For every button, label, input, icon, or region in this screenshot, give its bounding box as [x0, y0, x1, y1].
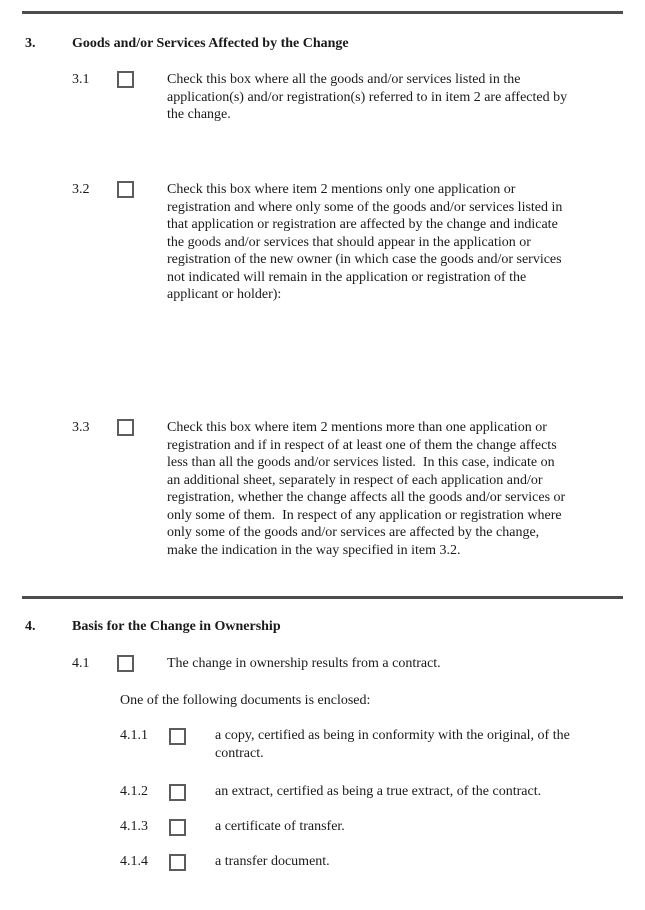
text-line: the change.	[167, 107, 231, 122]
text-line: The change in ownership results from a contract.	[167, 656, 441, 671]
item-number-4-1-1: 4.1.1	[120, 728, 148, 743]
text-line: only some of the goods and/or services are affected by the change,	[167, 525, 540, 540]
checkbox-3-1[interactable]	[117, 71, 134, 88]
text-line: Check this box where all the goods and/or services listed in the	[167, 72, 521, 87]
section-3-number: 3.	[25, 36, 36, 51]
text-line: not indicated will remain in the application or registration of the	[167, 269, 527, 285]
item-number-3-3: 3.3	[72, 420, 90, 435]
item-text-4-1	[167, 655, 441, 673]
checkbox-3-3[interactable]	[117, 419, 134, 436]
text-line: Check this box where item 2 mentions only one application or	[167, 182, 516, 197]
checkbox-4-1-1[interactable]	[169, 728, 186, 745]
item-number-4-1-4: 4.1.4	[120, 854, 148, 869]
text-line: make the indication in the way specified in item 3.2.	[167, 542, 461, 558]
item-number-4-1: 4.1	[72, 656, 90, 671]
enclosed-documents-note: One of the following documents is enclosed:	[120, 693, 371, 708]
text-line: registration and where only some of the goods and/or services listed in	[167, 199, 563, 215]
checkbox-4-1-3[interactable]	[169, 819, 186, 836]
text-line: registration and if in respect of at least one of them the change affects	[167, 437, 557, 453]
text-line: a transfer document.	[215, 854, 330, 869]
text-line: a certificate of transfer.	[215, 819, 345, 834]
text-line: an extract, certified as being a true extract, of the contract.	[215, 784, 542, 799]
item-text-4-1-1	[215, 727, 570, 762]
section-4-number: 4.	[25, 619, 36, 634]
text-line: less than all the goods and/or services listed. In this case, indicate on	[167, 455, 555, 470]
text-line: only some of them. In respect of any application or registration where	[167, 507, 562, 523]
checkbox-4-1[interactable]	[117, 655, 134, 672]
item-text-4-1-2	[215, 783, 541, 801]
text-line: the goods and/or services that should appear in the application or	[167, 234, 531, 250]
text-line: applicant or holder):	[167, 287, 282, 302]
text-line: registration of the new owner (in which case the goods and/or services	[167, 252, 562, 267]
text-line: Check this box where item 2 mentions more than one application or	[167, 420, 547, 435]
section-divider-top	[22, 11, 623, 14]
text-line: registration, whether the change affects all the goods and/or services or	[167, 490, 566, 505]
text-line: an additional sheet, separately in respect of each application and/or	[167, 472, 543, 488]
text-line: that application or registration are affected by the change and indicate	[167, 217, 558, 232]
item-number-4-1-3: 4.1.3	[120, 819, 148, 834]
item-text-4-1-4	[215, 853, 330, 871]
item-text-3-1	[167, 71, 567, 124]
checkbox-3-2[interactable]	[117, 181, 134, 198]
item-text-3-3	[167, 419, 565, 559]
section-4-title: Basis for the Change in Ownership	[72, 619, 281, 634]
checkbox-4-1-2[interactable]	[169, 784, 186, 801]
text-line: application(s) and/or registration(s) referred to in item 2 are affected by	[167, 89, 568, 105]
item-text-4-1-3	[215, 818, 345, 836]
checkbox-4-1-4[interactable]	[169, 854, 186, 871]
text-line: a copy, certified as being in conformity with the original, of the	[215, 728, 570, 743]
item-number-4-1-2: 4.1.2	[120, 784, 148, 799]
text-line: contract.	[215, 745, 264, 761]
item-number-3-2: 3.2	[72, 182, 90, 197]
section-divider-middle	[22, 596, 623, 599]
item-number-3-1: 3.1	[72, 72, 90, 87]
section-3-title: Goods and/or Services Affected by the Change	[72, 36, 349, 51]
item-text-3-2	[167, 181, 562, 304]
